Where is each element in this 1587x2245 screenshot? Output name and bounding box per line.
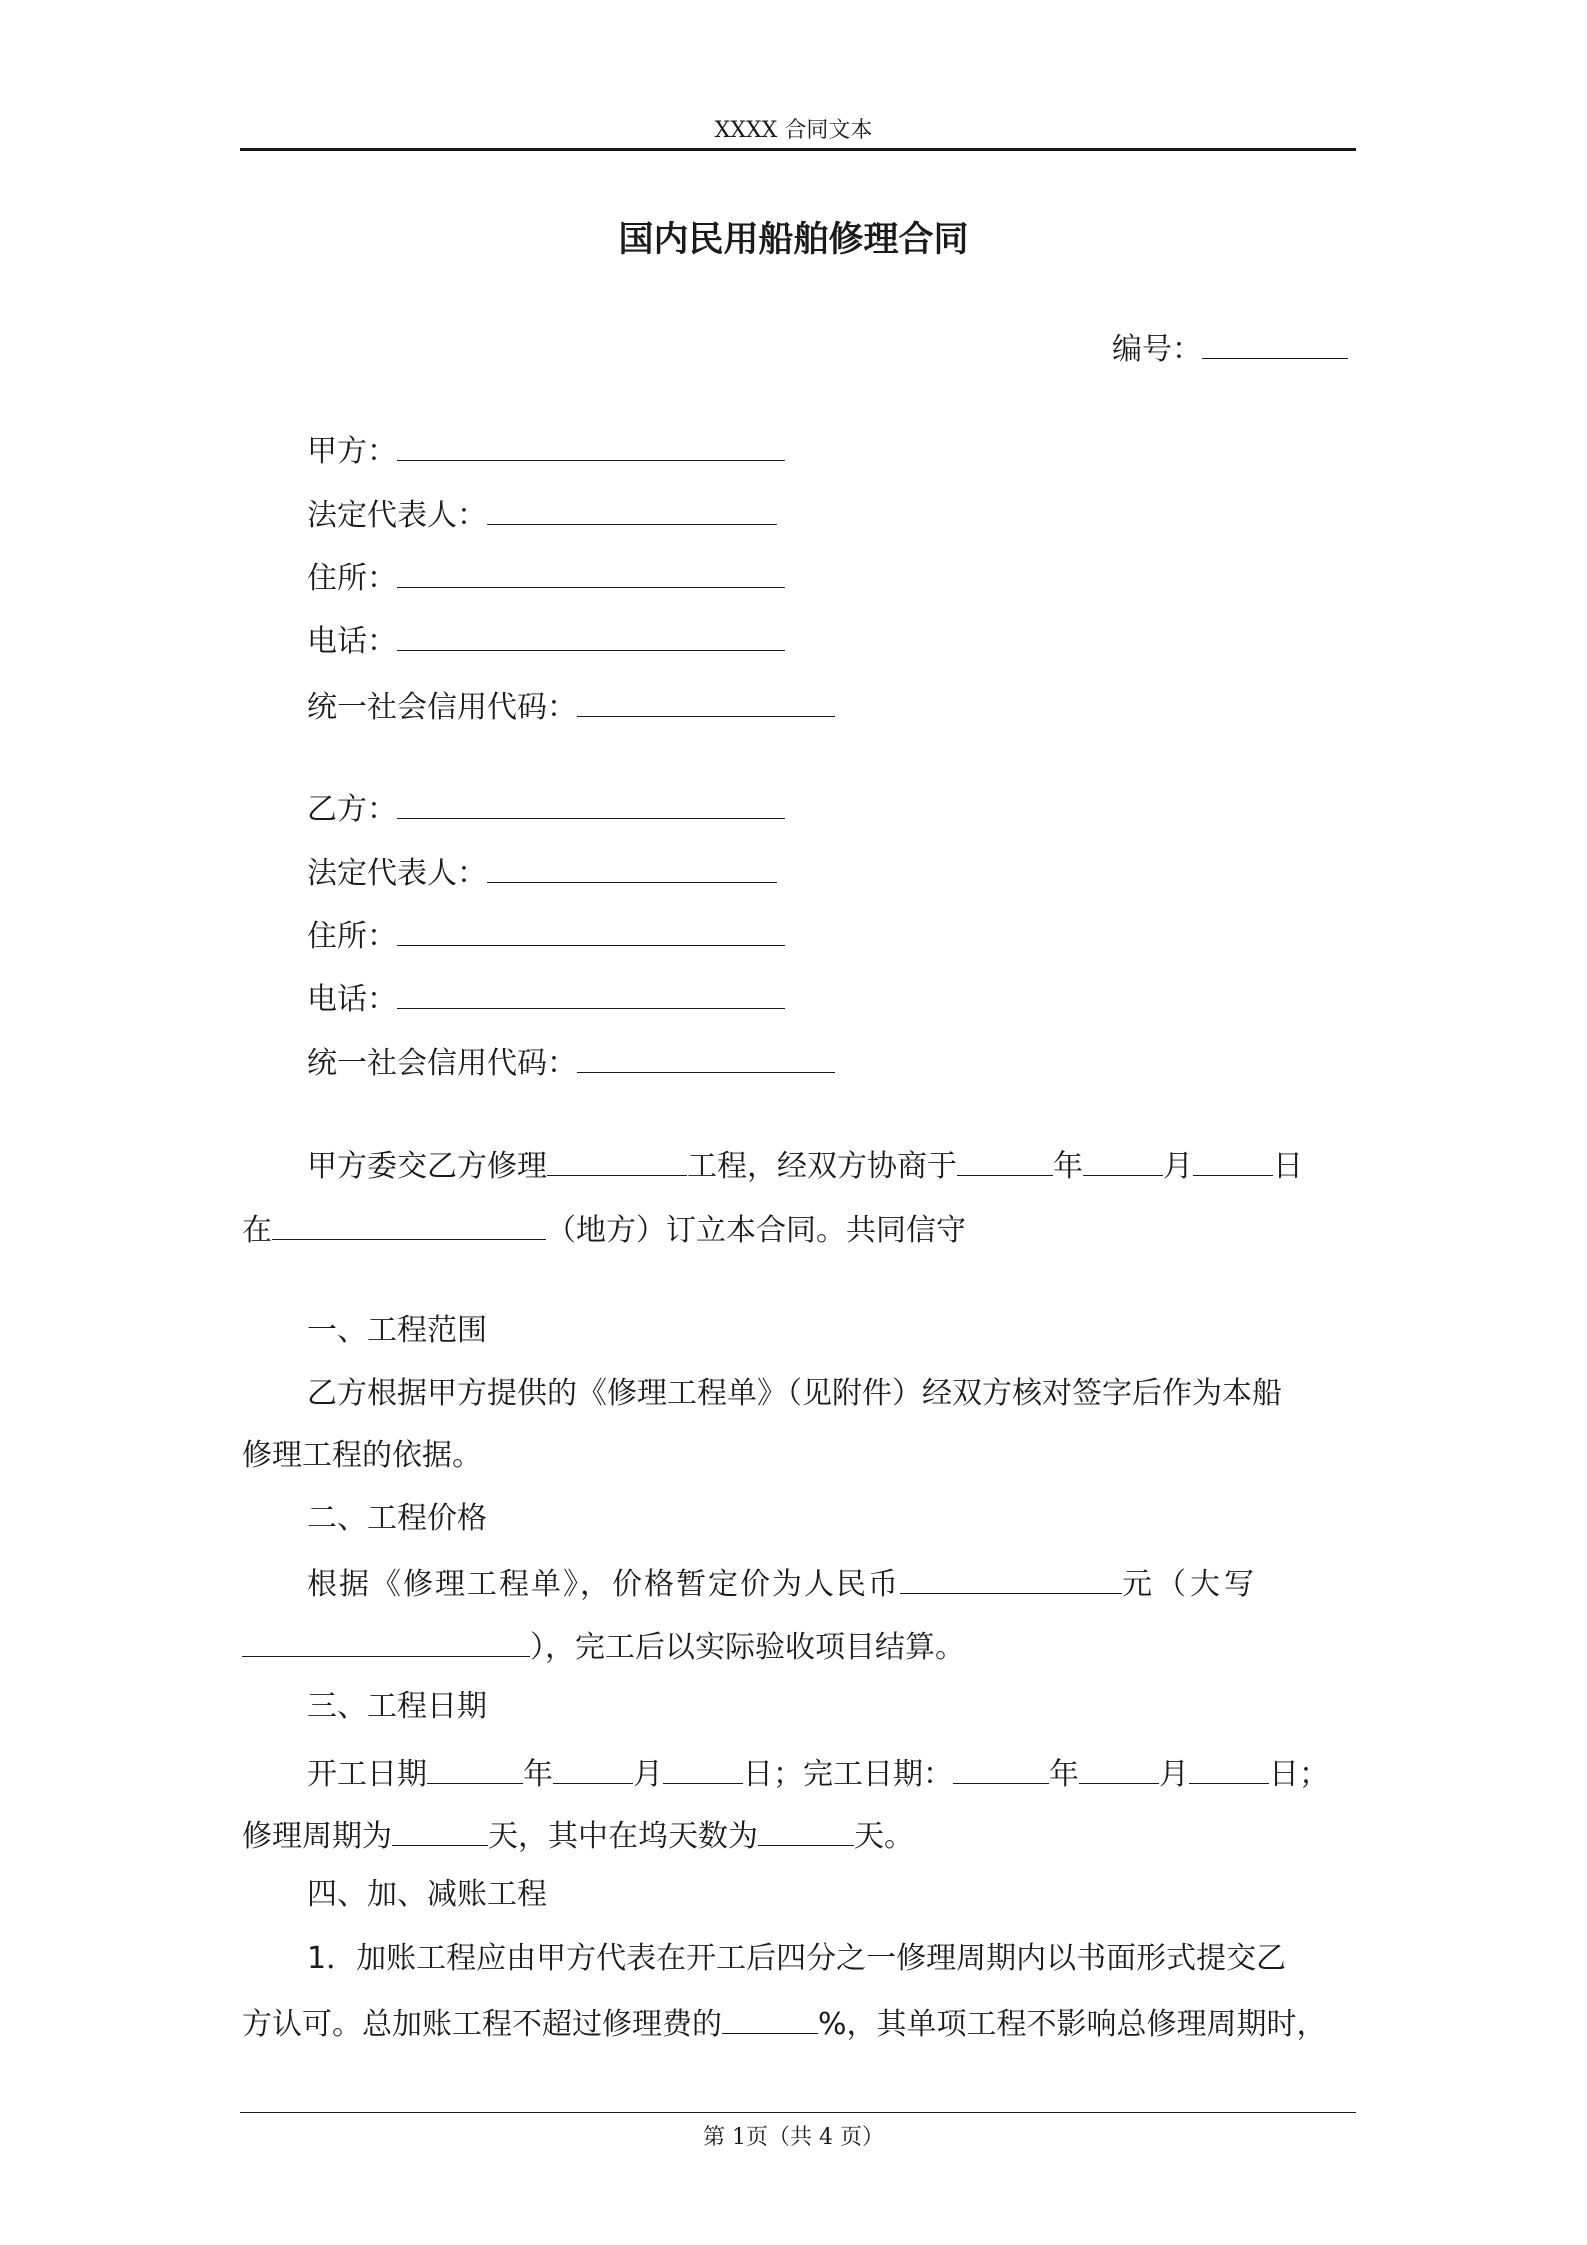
section-1-text: 修理工程的依据。 xyxy=(242,1438,482,1473)
party-b-credit-label: 统一社会信用代码： xyxy=(307,1046,577,1081)
party-b-address-label: 住所： xyxy=(307,919,397,954)
section-4-line-2 xyxy=(242,2001,1327,2045)
party-b-name-field[interactable] xyxy=(397,786,785,819)
dock-days-field[interactable] xyxy=(758,1813,854,1846)
party-a-phone-line xyxy=(307,618,785,662)
price-uppercase-field[interactable] xyxy=(242,1624,530,1657)
end-year-field[interactable] xyxy=(953,1751,1049,1784)
section-2-line-1 xyxy=(307,1561,1258,1605)
sign-month-field[interactable] xyxy=(1083,1143,1163,1176)
repair-days-field[interactable] xyxy=(392,1813,488,1846)
sign-day-field[interactable] xyxy=(1193,1143,1273,1176)
extra-percent-field[interactable] xyxy=(722,2001,818,2034)
section-3-heading: 三、工程日期 xyxy=(307,1689,487,1724)
section-4-text: 方认可。总加账工程不超过修理费的 xyxy=(242,2007,722,2042)
party-a-phone-field[interactable] xyxy=(397,618,785,651)
intro-text: 月 xyxy=(1163,1149,1193,1184)
party-a-credit-field[interactable] xyxy=(577,684,835,717)
section-2-line-2 xyxy=(242,1624,965,1668)
contract-title: 国内民用船舶修理合同 xyxy=(618,219,969,260)
start-month-field[interactable] xyxy=(553,1751,633,1784)
party-b-rep-line xyxy=(307,850,777,894)
party-a-credit-line xyxy=(307,684,835,728)
sign-year-field[interactable] xyxy=(957,1143,1053,1176)
party-b-credit-field[interactable] xyxy=(577,1040,835,1073)
project-name-field[interactable] xyxy=(547,1143,687,1176)
party-a-address-label: 住所： xyxy=(307,561,397,596)
party-a-rep-field[interactable] xyxy=(487,492,777,525)
end-day-field[interactable] xyxy=(1189,1751,1269,1784)
party-a-name-label: 甲方： xyxy=(307,434,397,469)
party-a-address-field[interactable] xyxy=(397,555,785,588)
party-b-address-line xyxy=(307,913,785,957)
party-a-credit-label: 统一社会信用代码： xyxy=(307,690,577,725)
intro-text: 年 xyxy=(1053,1149,1083,1184)
contract-number-label: 编号： xyxy=(1112,332,1202,367)
section-2-heading: 二、工程价格 xyxy=(307,1501,487,1536)
section-4-heading: 四、加、减账工程 xyxy=(307,1877,547,1912)
section-3-text: 天。 xyxy=(854,1819,914,1854)
section-3-text: 日； xyxy=(1269,1757,1329,1792)
section-3-text: 修理周期为 xyxy=(242,1819,392,1854)
party-a-address-line xyxy=(307,555,785,599)
party-b-phone-label: 电话： xyxy=(307,982,397,1017)
party-a-rep-line xyxy=(307,492,777,536)
intro-text: （地方）订立本合同。共同信守 xyxy=(546,1213,966,1248)
end-month-field[interactable] xyxy=(1079,1751,1159,1784)
party-b-name-line xyxy=(307,786,785,830)
section-4-text: %，其单项工程不影响总修理周期时， xyxy=(818,2007,1327,2042)
party-a-rep-label: 法定代表人： xyxy=(307,498,487,533)
party-b-phone-field[interactable] xyxy=(397,976,785,1009)
section-3-text: 月 xyxy=(1159,1757,1189,1792)
party-b-name-label: 乙方： xyxy=(307,792,397,827)
section-4-text: 1．加账工程应由甲方代表在开工后四分之一修理周期内以书面形式提交乙 xyxy=(307,1941,1287,1976)
intro-line-1 xyxy=(307,1143,1303,1187)
party-a-name-line xyxy=(307,428,785,472)
intro-text: 日 xyxy=(1273,1149,1303,1184)
party-b-rep-field[interactable] xyxy=(487,850,777,883)
price-amount-field[interactable] xyxy=(900,1561,1122,1594)
section-3-text: 开工日期 xyxy=(307,1757,427,1792)
page-footer: 第 1页（共 4 页） xyxy=(703,2125,884,2150)
section-1-heading: 一、工程范围 xyxy=(307,1313,487,1348)
footer-divider xyxy=(240,2112,1356,2113)
party-b-credit-line xyxy=(307,1040,835,1084)
section-3-text: 日；完工日期： xyxy=(743,1757,953,1792)
section-3-text: 天，其中在坞天数为 xyxy=(488,1819,758,1854)
section-2-text: 根据《修理工程单》，价格暂定价为人民币 xyxy=(307,1567,900,1602)
section-3-line-2 xyxy=(242,1813,914,1857)
intro-text: 甲方委交乙方修理 xyxy=(307,1149,547,1184)
intro-text: 工程，经双方协商于 xyxy=(687,1149,957,1184)
contract-number-field[interactable] xyxy=(1202,326,1348,359)
contract-number-line xyxy=(1112,326,1348,370)
section-3-line-1 xyxy=(307,1751,1329,1795)
section-2-text: ），完工后以实际验收项目结算。 xyxy=(530,1630,965,1665)
start-day-field[interactable] xyxy=(663,1751,743,1784)
party-a-phone-label: 电话： xyxy=(307,624,397,659)
party-b-address-field[interactable] xyxy=(397,913,785,946)
running-header: XXXX 合同文本 xyxy=(714,118,873,143)
intro-line-2 xyxy=(242,1207,966,1251)
start-year-field[interactable] xyxy=(427,1751,523,1784)
section-3-text: 年 xyxy=(1049,1757,1079,1792)
party-b-phone-line xyxy=(307,976,785,1020)
party-a-name-field[interactable] xyxy=(397,428,785,461)
intro-text: 在 xyxy=(242,1213,272,1248)
sign-place-field[interactable] xyxy=(272,1207,546,1240)
section-1-text: 乙方根据甲方提供的《修理工程单》（见附件）经双方核对签字后作为本船 xyxy=(307,1376,1282,1411)
section-2-text: 元（大写 xyxy=(1122,1567,1258,1602)
section-3-text: 年 xyxy=(523,1757,553,1792)
party-b-rep-label: 法定代表人： xyxy=(307,856,487,891)
section-3-text: 月 xyxy=(633,1757,663,1792)
header-divider xyxy=(240,148,1356,151)
